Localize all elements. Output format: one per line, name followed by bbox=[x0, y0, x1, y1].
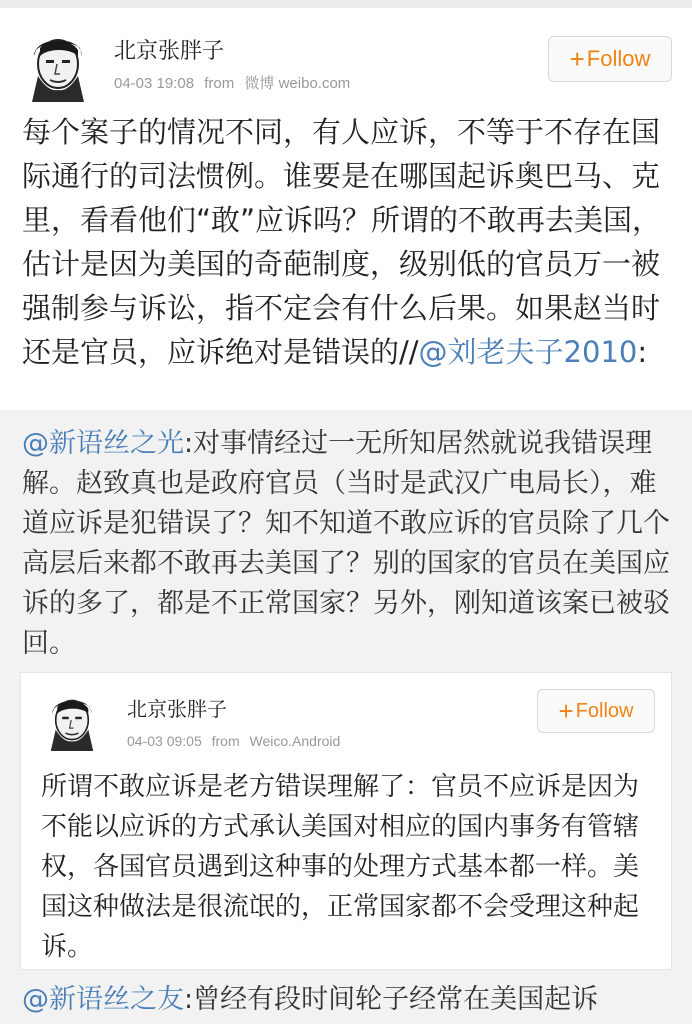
nested-from-label: from bbox=[211, 733, 240, 749]
follow-label: Follow bbox=[586, 46, 651, 71]
mention-link[interactable]: @刘老夫子2010 bbox=[418, 335, 638, 369]
nested-post-text: 所谓不敢应诉是老方错误理解了：官员不应诉是因为不能以应诉的方式承认美国对相应的国内事务有管辖权，各国官员遇到这种事的处理方式基本都一样。美国这种做法是很流氓的，正常国家都不会受理这种起诉。 bbox=[41, 772, 640, 962]
nested-post-source[interactable]: Weico.Android bbox=[249, 733, 341, 749]
plus-icon: + bbox=[558, 696, 574, 726]
follow-button[interactable] bbox=[548, 36, 672, 82]
post-meta bbox=[114, 72, 356, 93]
repost-body bbox=[22, 424, 672, 664]
post-body bbox=[22, 110, 672, 374]
bottom-text: :曾经有段时间轮子经常在美国起诉 bbox=[184, 984, 599, 1015]
top-divider bbox=[0, 0, 692, 8]
repost-mention-link[interactable]: @新语丝之光 bbox=[22, 428, 184, 459]
avatar-portrait-icon bbox=[20, 26, 96, 102]
bottom-mention-link[interactable]: @新语丝之友 bbox=[22, 984, 184, 1015]
nested-author-name[interactable]: 北京张胖子 bbox=[127, 697, 227, 721]
repost-section bbox=[0, 410, 692, 1024]
plus-icon: + bbox=[569, 44, 585, 74]
post-header bbox=[0, 8, 692, 106]
post-text: 每个案子的情况不同，有人应诉，不等于不存在国际通行的司法惯例。谁要是在哪国起诉奥巴马、克里，看看他们“敢”应诉吗？所谓的不敢再去美国，估计是因为美国的奇葩制度，级别低的官员万一被强制参与诉讼，指不定会有什么后果。如果赵当时还是官员，应诉绝对是错误的// bbox=[22, 115, 662, 369]
post-date: 04-03 19:08 bbox=[114, 75, 195, 92]
bottom-repost-body bbox=[22, 980, 672, 1020]
nested-post-meta bbox=[127, 733, 346, 749]
nested-follow-label: Follow bbox=[575, 699, 634, 722]
nested-post-date: 04-03 09:05 bbox=[127, 733, 202, 749]
repost-text: :对事情经过一无所知居然就说我错误理解。赵致真也是政府官员（当时是武汉广电局长），难道应诉是犯错误了？知不知道不敢应诉的官员除了几个高层后来都不敢再去美国了？别的国家的官员在美国应诉的多了，都是不正常国家？另外，刚知道该案已被驳回。 bbox=[22, 428, 670, 659]
post-source[interactable]: 微博 weibo.com bbox=[244, 75, 351, 92]
original-post-card[interactable] bbox=[20, 672, 672, 970]
nested-follow-button[interactable] bbox=[537, 689, 655, 733]
nested-avatar[interactable] bbox=[41, 689, 103, 751]
avatar[interactable] bbox=[20, 26, 96, 102]
post-text-end: : bbox=[637, 335, 648, 369]
author-name[interactable]: 北京张胖子 bbox=[114, 39, 225, 64]
avatar-portrait-icon bbox=[41, 689, 103, 751]
from-label: from bbox=[204, 75, 235, 92]
